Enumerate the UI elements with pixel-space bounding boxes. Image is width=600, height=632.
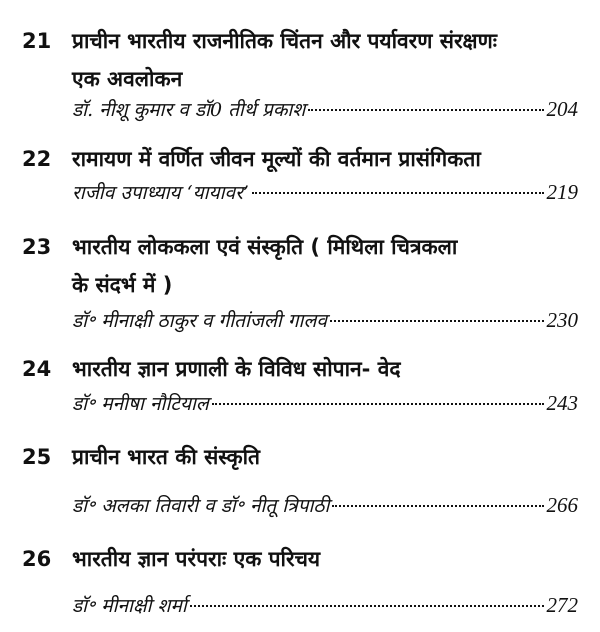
- entry-title: [72, 140, 584, 178]
- entry-page-number: 230: [546, 308, 578, 332]
- entry-byline: [72, 177, 578, 208]
- entry-title: [72, 350, 584, 388]
- entry-number: 24: [22, 357, 52, 381]
- entry-number: 21: [22, 29, 52, 53]
- entry-title: [72, 228, 584, 304]
- entry-author: डॉ॰ मीनाक्षी शर्मा: [72, 595, 187, 617]
- entry-number: 25: [22, 445, 52, 469]
- entry-title: [72, 22, 584, 98]
- entry-title-line: प्राचीन भारतीय राजनीतिक चिंतन और पर्यावरण संरक्षणः: [72, 29, 498, 53]
- entry-byline: [72, 490, 578, 521]
- entry-byline: [72, 305, 578, 336]
- entry-number: 22: [22, 147, 52, 171]
- dot-leader: [308, 108, 543, 111]
- entry-author: राजीव उपाध्याय ‘यायावर’: [72, 182, 249, 204]
- entry-title-line: भारतीय ज्ञान परंपराः एक परिचय: [72, 547, 321, 571]
- entry-page-number: 272: [546, 593, 578, 617]
- entry-title: [72, 438, 584, 476]
- entry-title-line: रामायण में वर्णित जीवन मूल्यों की वर्तमान प्रासंगिकता: [72, 147, 481, 171]
- entry-title-line: के संदर्भ में ): [72, 273, 173, 297]
- dot-leader: [212, 402, 544, 405]
- dot-leader: [332, 504, 543, 507]
- dot-leader: [252, 191, 544, 194]
- entry-title-line: प्राचीन भारत की संस्कृति: [72, 445, 260, 469]
- entry-number: 26: [22, 547, 52, 571]
- entry-byline: [72, 94, 578, 125]
- entry-page-number: 219: [546, 180, 578, 204]
- entry-number: 23: [22, 235, 52, 259]
- entry-byline: [72, 388, 578, 419]
- entry-page-number: 266: [546, 493, 578, 517]
- entry-author: डॉ. नीशू कुमार व डॉ0 तीर्थ प्रकाश: [72, 99, 306, 121]
- entry-page-number: 243: [546, 391, 578, 415]
- entry-title-line: भारतीय ज्ञान प्रणाली के विविध सोपान- वेद: [72, 357, 401, 381]
- entry-title-line: एक अवलोकन: [72, 67, 183, 91]
- entry-title: [72, 540, 584, 578]
- dot-leader: [190, 604, 544, 607]
- entry-title-line: भारतीय लोककला एवं संस्कृति ( मिथिला चित्रकला: [72, 235, 458, 259]
- entry-author: डॉ॰ अलका तिवारी व डॉ॰ नीतू त्रिपाठी: [72, 495, 330, 517]
- entry-author: डॉ॰ मीनाक्षी ठाकुर व गीतांजली गालव: [72, 310, 327, 332]
- entry-page-number: 204: [546, 97, 578, 121]
- entry-author: डॉ॰ मनीषा नौटियाल: [72, 393, 209, 415]
- dot-leader: [330, 319, 544, 322]
- entry-byline: [72, 590, 578, 621]
